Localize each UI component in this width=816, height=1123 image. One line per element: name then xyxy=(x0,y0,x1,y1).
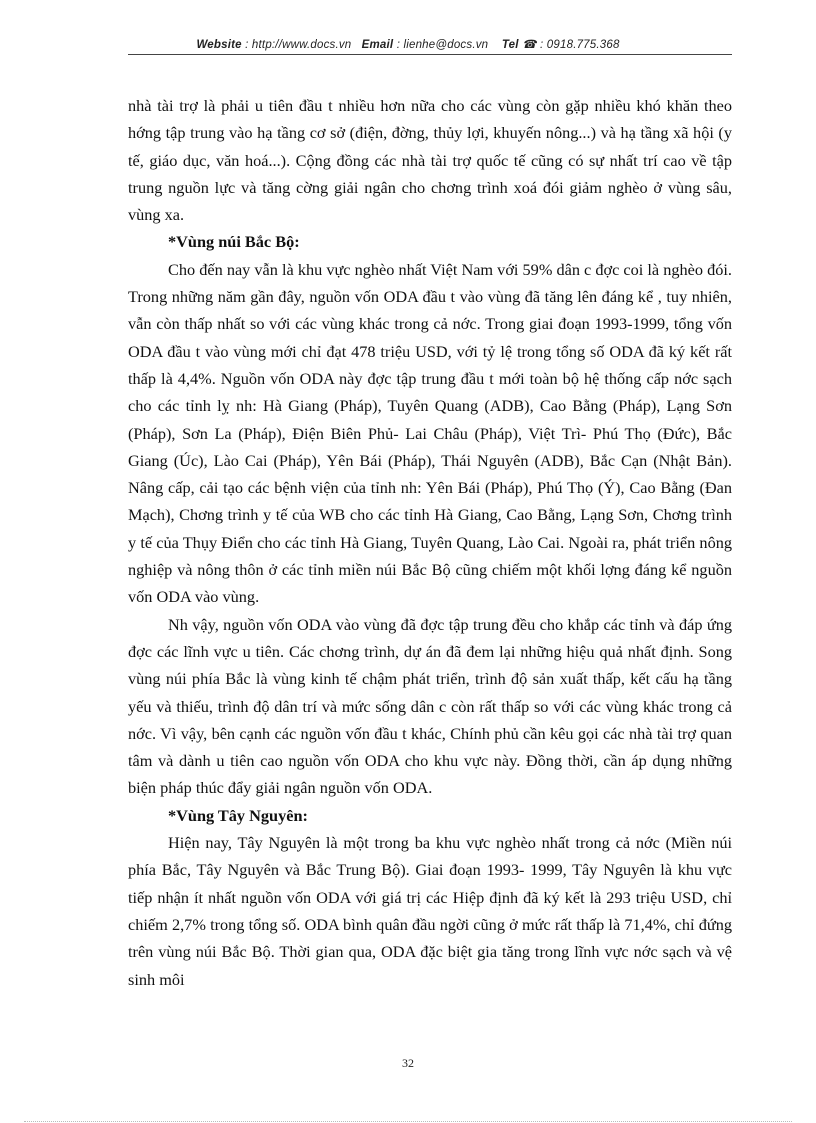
section-heading-central-highlands: *Vùng Tây Nguyên: xyxy=(168,805,308,825)
tel-label: Tel xyxy=(501,39,519,51)
document-body xyxy=(128,92,732,993)
page-header xyxy=(0,37,816,51)
email-value: : lienhe@docs.vn xyxy=(396,39,489,51)
phone-icon: ☎ xyxy=(522,39,537,51)
tel-value: : 0918.775.368 xyxy=(540,39,620,51)
website-label: Website xyxy=(196,39,242,51)
paragraph-northern-conclusion: Nh vậy, nguồn vốn ODA vào vùng đã đợc tập trung đều cho khắp các tỉnh và đáp ứng đợc các lĩnh vực u tiên. Các chơng trình, dự án đã đem lại những hiệu quả nhất định. Song vùng núi phía Bắc là vùng kinh tế chậm phát triển, trình độ sản xuất thấp, kết cấu hạ tầng yếu và thiếu, trình độ dân trí và mức sống dân c còn rất thấp so với các vùng khác trong cả nớc. Vì vậy, bên cạnh các nguồn vốn đầu t khác, Chính phủ cần kêu gọi các nhà tài trợ quan tâm và dành u tiên cao nguồn vốn ODA cho khu vực này. Đồng thời, cần áp dụng những biện pháp thúc đẩy giải ngân nguồn vốn ODA. xyxy=(128,614,732,798)
footer-divider xyxy=(24,1121,792,1122)
paragraph-northern-overview: Cho đến nay vẫn là khu vực nghèo nhất Việt Nam với 59% dân c đợc coi là nghèo đói. Trong những năm gần đây, nguồn vốn ODA đầu t vào vùng đã tăng lên đáng kể , tuy nhiên, vẫn còn thấp nhất so với các vùng khác trong cả nớc. Trong giai đoạn 1993-1999, tổng vốn ODA đầu t vào vùng mới chỉ đạt 478 triệu USD, với tỷ lệ trong tổng số ODA đã ký kết rất thấp là 4,4%. Nguồn vốn ODA này đợc tập trung đầu t mới toàn bộ hệ thống cấp nớc sạch cho các tỉnh lỵ nh: Hà Giang (Pháp), Tuyên Quang (ADB), Cao Bằng (Pháp), Lạng Sơn (Pháp), Sơn La (Pháp), Điện Biên Phủ- Lai Châu (Pháp), Việt Trì- Phú Thọ (Đức), Bắc Giang (Úc), Lào Cai (Pháp), Yên Bái (Pháp), Thái Nguyên (ADB), Bắc Cạn (Nhật Bản). Nâng cấp, cải tạo các bệnh viện của tỉnh nh: Yên Bái (Pháp), Phú Thọ (Ý), Cao Bằng (Đan Mạch), Chơng trình y tế của WB cho các tỉnh Hà Giang, Cao Bằng, Lạng Sơn, Chơng trình y tế của Thụy Điển cho các tỉnh Hà Giang, Tuyên Quang, Lào Cai. Ngoài ra, phát triển nông nghiệp và nông thôn ở các tỉnh miền núi Bắc Bộ cũng chiếm một khối lợng đáng kể nguồn vốn ODA vào vùng. xyxy=(128,259,732,607)
website-value: : http://www.docs.vn xyxy=(245,39,352,51)
page-number: 32 xyxy=(402,1056,414,1070)
email-label: Email xyxy=(361,39,394,51)
paragraph-central-highlands: Hiện nay, Tây Nguyên là một trong ba khu vực nghèo nhất trong cả nớc (Miền núi phía Bắc, Tây Nguyên và Bắc Trung Bộ). Giai đoạn 1993- 1999, Tây Nguyên là khu vực tiếp nhận ít nhất nguồn vốn ODA với giá trị các Hiệp định đã ký kết là 293 triệu USD, chỉ chiếm 2,7% trong tổng số. ODA bình quân đầu ngời cũng ở mức rất thấp là 71,4%, chỉ đứng trên vùng núi Bắc Bộ. Thời gian qua, ODA đặc biệt gia tăng trong lĩnh vực nớc sạch và vệ sinh môi xyxy=(128,833,732,989)
header-divider xyxy=(128,54,732,55)
section-heading-northern-mountains: *Vùng núi Bắc Bộ: xyxy=(168,232,300,252)
paragraph-donors: nhà tài trợ là phải u tiên đầu t nhiều hơn nữa cho các vùng còn gặp nhiều khó khăn theo hớng tập trung vào hạ tầng cơ sở (điện, đờng, thủy lợi, khuyến nông...) và hạ tầng xã hội (y tế, giáo dục, văn hoá...). Cộng đồng các nhà tài trợ quốc tế cũng có sự nhất trí cao về tập trung nguồn lực và tăng cờng giải ngân cho chơng trình xoá đói giảm nghèo ở vùng sâu, vùng xa. xyxy=(128,96,732,225)
